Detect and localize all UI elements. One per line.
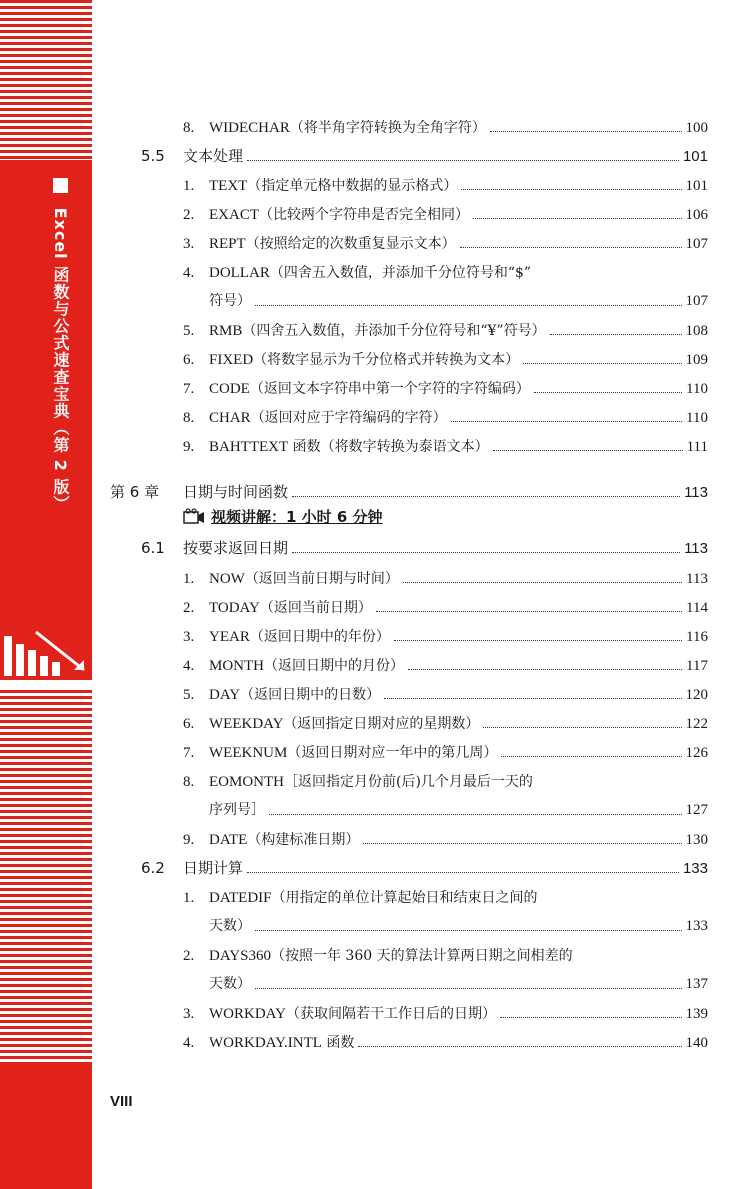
function-description: （按照给定的次数重复显示文本） <box>245 236 456 252</box>
bar-chart-icon <box>0 620 92 680</box>
toc-item[interactable] <box>183 683 708 705</box>
toc-item[interactable] <box>183 348 708 370</box>
dot-leader <box>500 1016 682 1018</box>
dot-leader <box>247 871 679 873</box>
toc-item-continuation[interactable] <box>209 915 708 937</box>
section-number: 6.2 <box>141 859 165 877</box>
page-ref: 120 <box>685 687 708 703</box>
page-ref: 117 <box>686 658 708 674</box>
toc-item-continuation[interactable] <box>209 290 708 312</box>
function-description: （返回日期对应一年中的第几周） <box>287 745 498 761</box>
toc-section[interactable] <box>141 537 708 559</box>
toc-item-number: 3. <box>183 1006 195 1022</box>
toc-item-number: 2. <box>183 600 195 616</box>
toc-item-title <box>209 886 538 909</box>
chapter-number: 第 6 章 <box>110 483 160 501</box>
dot-leader <box>493 449 683 451</box>
toc-item-title <box>209 116 486 139</box>
page-ref: 122 <box>685 716 708 732</box>
toc-item[interactable] <box>183 116 708 138</box>
dot-leader <box>473 217 682 219</box>
toc-chapter[interactable] <box>110 481 708 503</box>
dot-leader <box>490 130 682 132</box>
function-name: MONTH <box>209 658 264 674</box>
dot-leader <box>461 188 681 190</box>
page-ref: 106 <box>685 207 708 223</box>
toc-item-title <box>209 1002 496 1025</box>
square-icon <box>53 178 68 193</box>
function-name: WEEKNUM <box>209 745 288 761</box>
function-description: 符号） <box>209 293 251 309</box>
toc-item-title <box>209 232 456 255</box>
toc-item-number: 7. <box>183 381 195 397</box>
dot-leader <box>292 495 680 497</box>
function-name: TEXT <box>209 178 248 194</box>
dot-leader <box>363 842 681 844</box>
function-description: （返回文本字符串中第一个字符的字符编码） <box>249 381 530 397</box>
function-description: （返回指定日期对应的星期数） <box>283 716 480 732</box>
toc-item-number: 1. <box>183 571 195 587</box>
function-name: BAHTTEXT <box>209 439 289 455</box>
dot-leader <box>255 304 682 306</box>
toc-item[interactable] <box>183 406 708 428</box>
function-description: （返回当前日期） <box>259 600 372 616</box>
function-name: YEAR <box>209 629 250 645</box>
video-label: 视频讲解：1 小时 6 分钟 <box>211 508 383 526</box>
dot-leader <box>269 813 682 815</box>
toc-item-title <box>209 435 489 458</box>
toc-item[interactable] <box>183 770 708 792</box>
toc-item-number: 8. <box>183 410 195 426</box>
function-description: 函数（将数字转换为泰语文本） <box>288 439 489 455</box>
function-description: （构建标准日期） <box>247 832 360 848</box>
function-description: （四舍五入数值，并添加千分位符号和“¥”符号） <box>242 323 546 339</box>
dot-leader <box>292 551 680 553</box>
function-description: 序列号］ <box>209 802 265 818</box>
function-name: WORKDAY <box>209 1006 286 1022</box>
dot-leader <box>534 391 682 393</box>
bottom-stripes <box>0 690 92 1062</box>
toc-item-number: 6. <box>183 352 195 368</box>
toc-item[interactable] <box>183 1031 708 1053</box>
toc-item-title <box>209 770 533 793</box>
dot-leader <box>394 639 682 641</box>
toc-item-number: 9. <box>183 439 195 455</box>
book-title <box>32 178 72 513</box>
bottom-block <box>0 1062 92 1189</box>
page-ref: 127 <box>685 802 708 818</box>
toc-item-title <box>209 625 390 648</box>
function-name: WEEKDAY <box>209 716 284 732</box>
function-name: RMB <box>209 323 243 339</box>
function-description: （按照一年 360 天的算法计算两日期之间相差的 <box>270 948 573 964</box>
toc-section[interactable] <box>141 857 708 879</box>
toc-item-number: 1. <box>183 890 195 906</box>
toc-item[interactable] <box>183 567 708 589</box>
dot-leader <box>384 697 681 699</box>
toc-item-number: 8. <box>183 120 195 136</box>
toc-item[interactable] <box>183 712 708 734</box>
toc-item-title <box>209 683 380 706</box>
function-description: （返回当前日期与时间） <box>244 571 399 587</box>
page-ref: 107 <box>685 293 708 309</box>
toc-item-title <box>209 319 546 342</box>
toc-item-title <box>209 741 497 764</box>
toc-item[interactable] <box>183 203 708 225</box>
function-description: （返回对应于字符编码的字符） <box>250 410 447 426</box>
toc-item-number: 3. <box>183 629 195 645</box>
page-ref: 108 <box>685 323 708 339</box>
toc-item[interactable] <box>183 886 708 908</box>
toc-item-title <box>209 567 399 590</box>
section-title: 按要求返回日期 <box>183 539 289 557</box>
toc-item[interactable] <box>183 232 708 254</box>
toc-item-title <box>209 712 479 735</box>
page-ref: 114 <box>686 600 708 616</box>
toc-item[interactable] <box>183 377 708 399</box>
toc-item-number: 4. <box>183 265 195 281</box>
function-name: NOW <box>209 571 245 587</box>
dot-leader <box>550 333 682 335</box>
function-description: （四舍五入数值，并添加千分位符号和“$” <box>269 265 532 281</box>
dot-leader <box>460 246 682 248</box>
page-ref: 140 <box>685 1035 708 1051</box>
function-name: TODAY <box>209 600 260 616</box>
toc-item-title <box>209 406 447 429</box>
toc-item-number: 2. <box>183 948 195 964</box>
function-name: DOLLAR <box>209 265 270 281</box>
page-ref: 116 <box>686 629 708 645</box>
page-ref: 113 <box>684 484 708 501</box>
section-title: 文本处理 <box>183 147 244 165</box>
toc-item-number: 9. <box>183 832 195 848</box>
function-description: （比较两个字符串是否完全相同） <box>259 207 469 223</box>
chapter-title: 日期与时间函数 <box>183 483 289 501</box>
toc-item-number: 5. <box>183 323 195 339</box>
page-ref: 133 <box>685 918 708 934</box>
function-name: WORKDAY.INTL <box>209 1035 322 1051</box>
page-ref: 107 <box>685 236 708 252</box>
toc-item-continuation[interactable] <box>209 799 708 821</box>
function-description: （返回日期中的日数） <box>240 687 381 703</box>
page-ref: 130 <box>685 832 708 848</box>
dot-leader <box>483 726 681 728</box>
page-ref: 113 <box>686 571 708 587</box>
function-description: （获取间隔若干工作日后的日期） <box>285 1006 496 1022</box>
function-description: 函数 <box>321 1035 355 1051</box>
page-ref: 139 <box>685 1006 708 1022</box>
toc-item-number: 8. <box>183 774 195 790</box>
function-name: DATE <box>209 832 248 848</box>
page-ref: 137 <box>685 976 708 992</box>
function-name: EOMONTH <box>209 774 284 790</box>
function-name: REPT <box>209 236 246 252</box>
dot-leader <box>358 1045 681 1047</box>
book-title-text: Excel 函数与公式速查宝典（第 2 版） <box>51 207 70 513</box>
toc-item[interactable] <box>183 1002 708 1024</box>
section-number: 6.1 <box>141 539 165 557</box>
toc-item[interactable] <box>183 625 708 647</box>
toc-item[interactable] <box>183 435 708 457</box>
function-name: DAY <box>209 687 241 703</box>
video-lecture[interactable] <box>183 506 383 528</box>
toc-item[interactable] <box>183 741 708 763</box>
toc-item-title <box>209 828 359 851</box>
function-description: 天数） <box>209 918 251 934</box>
function-name: DAYS360 <box>209 948 271 964</box>
page-ref: 109 <box>685 352 708 368</box>
function-description: （返回日期中的月份） <box>264 658 404 674</box>
page-number: VIII <box>110 1093 133 1110</box>
function-description: （返回日期中的年份） <box>249 629 390 645</box>
function-name: FIXED <box>209 352 254 368</box>
function-name: WIDECHAR <box>209 120 290 136</box>
toc-item-continuation[interactable] <box>209 973 708 995</box>
toc-item-number: 4. <box>183 1035 195 1051</box>
toc-item-title <box>209 596 372 619</box>
toc-item-number: 7. <box>183 745 195 761</box>
toc-item-number: 4. <box>183 658 195 674</box>
toc-item[interactable] <box>183 319 708 341</box>
toc-item-number: 1. <box>183 178 195 194</box>
function-name: DATEDIF <box>209 890 272 906</box>
dot-leader <box>255 987 682 989</box>
page-ref: 133 <box>682 860 708 877</box>
toc-item-title <box>209 1031 354 1054</box>
dot-leader <box>408 668 682 670</box>
toc-item-title <box>209 377 530 400</box>
dot-leader <box>523 362 681 364</box>
toc-item-number: 6. <box>183 716 195 732</box>
function-description: （用指定的单位计算起始日和结束日之间的 <box>271 890 538 906</box>
toc-item[interactable] <box>183 174 708 196</box>
function-description: （指定单元格中数据的显示格式） <box>247 178 458 194</box>
dot-leader <box>247 159 679 161</box>
dot-leader <box>501 755 681 757</box>
sidebar <box>0 0 92 1189</box>
dot-leader <box>403 581 682 583</box>
toc-item-title <box>209 203 469 226</box>
video-camera-icon <box>183 508 205 526</box>
dot-leader <box>255 929 682 931</box>
toc-item-title <box>209 348 519 371</box>
function-name: CHAR <box>209 410 251 426</box>
function-description: （将数字显示为千分位格式并转换为文本） <box>253 352 520 368</box>
page-ref: 126 <box>685 745 708 761</box>
toc-item[interactable] <box>183 596 708 618</box>
function-description: ［返回指定月份前(后)几个月最后一天的 <box>284 774 533 790</box>
section-number: 5.5 <box>141 147 165 165</box>
toc-item-number: 5. <box>183 687 195 703</box>
toc-item-number: 3. <box>183 236 195 252</box>
page-ref: 110 <box>686 381 708 397</box>
dot-leader <box>376 610 682 612</box>
toc-item[interactable] <box>183 828 708 850</box>
toc-item[interactable] <box>183 261 708 283</box>
top-stripes <box>0 0 92 160</box>
section-title: 日期计算 <box>183 859 244 877</box>
page-ref: 101 <box>682 148 708 165</box>
function-name: CODE <box>209 381 250 397</box>
function-name: EXACT <box>209 207 259 223</box>
function-description: （将半角字符转换为全角字符） <box>289 120 486 136</box>
page-ref: 100 <box>685 120 708 136</box>
page-ref: 111 <box>686 439 708 455</box>
toc-item-title <box>209 174 457 197</box>
page-ref: 110 <box>686 410 708 426</box>
toc-item[interactable] <box>183 944 708 966</box>
dot-leader <box>451 420 682 422</box>
toc-item[interactable] <box>183 654 708 676</box>
toc-item-number: 2. <box>183 207 195 223</box>
toc-item-title <box>209 654 404 677</box>
toc-section[interactable] <box>141 145 708 167</box>
function-description: 天数） <box>209 976 251 992</box>
page-ref: 113 <box>684 540 708 557</box>
toc-item-title <box>209 944 573 967</box>
toc-item-title <box>209 261 531 284</box>
page-ref: 101 <box>685 178 708 194</box>
